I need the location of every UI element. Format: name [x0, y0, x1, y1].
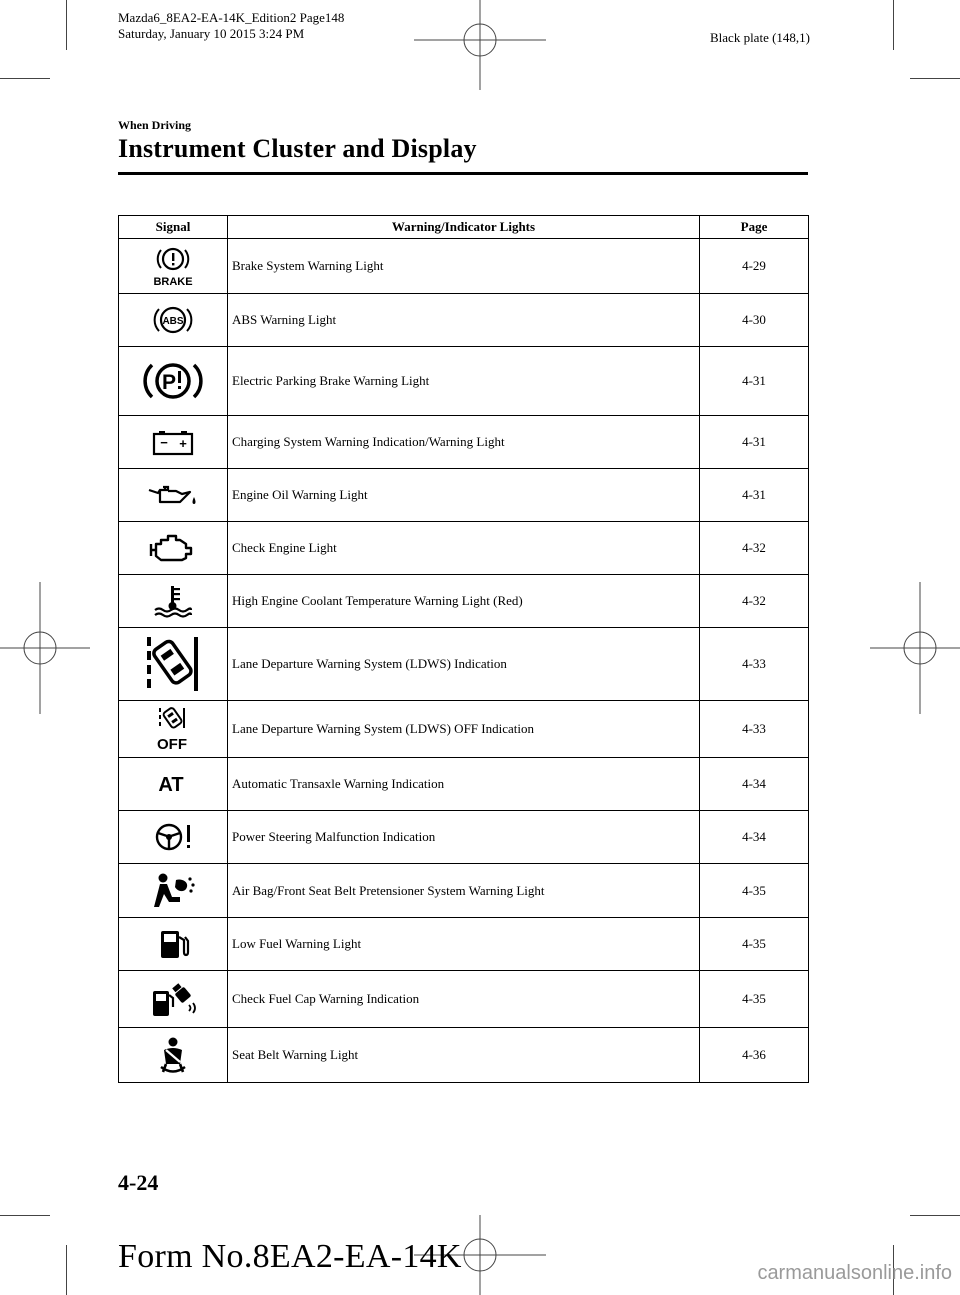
- signal-cell: [119, 469, 228, 522]
- svg-text:−: −: [160, 435, 168, 450]
- signal-cell: [119, 918, 228, 971]
- crop-mark: [910, 78, 960, 79]
- light-name: Check Fuel Cap Warning Indication: [228, 971, 700, 1028]
- page-ref: 4-35: [700, 864, 809, 918]
- abs-warning-icon: [151, 303, 195, 337]
- registration-mark-right: [870, 582, 960, 714]
- page-ref: 4-35: [700, 918, 809, 971]
- fuel-pump-icon: [153, 927, 193, 961]
- signal-cell: [119, 239, 228, 294]
- print-date: Saturday, January 10 2015 3:24 PM: [118, 26, 305, 41]
- fuel-cap-icon: [147, 979, 199, 1019]
- form-number: Form No.8EA2-EA-14K: [118, 1238, 462, 1275]
- crop-mark: [910, 1215, 960, 1216]
- light-name: Low Fuel Warning Light: [228, 918, 700, 971]
- crop-mark: [66, 1245, 67, 1295]
- file-name: Mazda6_8EA2-EA-14K_Edition2 Page148: [118, 10, 345, 25]
- signal-cell: [119, 347, 228, 416]
- light-name: Brake System Warning Light: [228, 239, 700, 294]
- lane-departure-icon: [143, 633, 203, 695]
- section-label: When Driving: [118, 118, 192, 132]
- light-name: Lane Departure Warning System (LDWS) Indication: [228, 628, 700, 701]
- light-name: Charging System Warning Indication/Warning Light: [228, 416, 700, 469]
- page-ref: 4-30: [700, 294, 809, 347]
- crop-mark: [66, 0, 67, 50]
- page-ref: 4-31: [700, 469, 809, 522]
- signal-cell: [119, 522, 228, 575]
- svg-text:P: P: [161, 371, 177, 394]
- title-rule: [118, 172, 808, 175]
- signal-cell: [119, 811, 228, 864]
- oil-can-icon: [146, 482, 200, 508]
- page-ref: 4-33: [700, 628, 809, 701]
- table-row: [119, 701, 809, 758]
- light-name: Automatic Transaxle Warning Indication: [228, 758, 700, 811]
- page-ref: 4-29: [700, 239, 809, 294]
- column-header-signal: Signal: [119, 216, 228, 239]
- table-row: [119, 575, 809, 628]
- at-icon: [151, 770, 195, 798]
- crop-mark: [0, 78, 50, 79]
- seat-belt-icon: [153, 1036, 193, 1074]
- page-ref: 4-32: [700, 522, 809, 575]
- light-name: High Engine Coolant Temperature Warning Light (Red): [228, 575, 700, 628]
- signal-cell: [119, 971, 228, 1028]
- signal-cell: [119, 416, 228, 469]
- svg-text:OFF: OFF: [157, 736, 187, 752]
- light-name: Power Steering Malfunction Indication: [228, 811, 700, 864]
- check-engine-icon: [148, 532, 198, 564]
- table-header-row: [119, 216, 809, 239]
- print-header: [118, 10, 344, 42]
- crop-mark: [893, 0, 894, 50]
- table-row: [119, 918, 809, 971]
- airbag-icon: [150, 871, 196, 911]
- table-row: [119, 522, 809, 575]
- table-row: [119, 628, 809, 701]
- watermark: carmanualsonline.info: [757, 1262, 952, 1284]
- light-name: Engine Oil Warning Light: [228, 469, 700, 522]
- light-name: ABS Warning Light: [228, 294, 700, 347]
- battery-icon: [151, 427, 195, 457]
- table-row: [119, 971, 809, 1028]
- light-name: Air Bag/Front Seat Belt Pretensioner System Warning Light: [228, 864, 700, 918]
- table-row: [119, 811, 809, 864]
- registration-mark-top: [414, 0, 546, 90]
- coolant-temperature-icon: [151, 584, 195, 618]
- light-name: Electric Parking Brake Warning Light: [228, 347, 700, 416]
- light-name: Lane Departure Warning System (LDWS) OFF Indication: [228, 701, 700, 758]
- page-number: 4-24: [118, 1170, 159, 1195]
- registration-mark-left: [0, 582, 90, 714]
- page-title: Instrument Cluster and Display: [118, 134, 477, 163]
- table-row: [119, 239, 809, 294]
- table-row: [119, 1028, 809, 1083]
- table-row: [119, 294, 809, 347]
- table-row: [119, 469, 809, 522]
- signal-cell: [119, 628, 228, 701]
- warning-lights-table: [118, 215, 809, 1083]
- parking-brake-icon: [140, 356, 206, 406]
- table-row: [119, 864, 809, 918]
- svg-text:+: +: [179, 436, 187, 451]
- signal-cell: [119, 294, 228, 347]
- page-ref: 4-32: [700, 575, 809, 628]
- svg-text:BRAKE: BRAKE: [153, 276, 193, 287]
- signal-cell: [119, 758, 228, 811]
- steering-wheel-icon: [151, 821, 195, 853]
- table-row: [119, 347, 809, 416]
- signal-cell: [119, 864, 228, 918]
- lane-departure-off-icon: [151, 706, 195, 752]
- svg-text:AT: AT: [158, 774, 184, 796]
- brake-warning-icon: [151, 245, 195, 287]
- crop-mark: [0, 1215, 50, 1216]
- page-ref: 4-33: [700, 701, 809, 758]
- page-ref: 4-34: [700, 811, 809, 864]
- table-row: [119, 416, 809, 469]
- page-ref: 4-35: [700, 971, 809, 1028]
- light-name: Seat Belt Warning Light: [228, 1028, 700, 1083]
- signal-cell: [119, 701, 228, 758]
- page-ref: 4-34: [700, 758, 809, 811]
- signal-cell: [119, 1028, 228, 1083]
- table-row: [119, 758, 809, 811]
- page-ref: 4-31: [700, 416, 809, 469]
- column-header-lights: Warning/Indicator Lights: [228, 216, 700, 239]
- column-header-page: Page: [700, 216, 809, 239]
- plate-label: Black plate (148,1): [710, 30, 810, 45]
- page-ref: 4-36: [700, 1028, 809, 1083]
- svg-text:ABS: ABS: [162, 316, 184, 327]
- light-name: Check Engine Light: [228, 522, 700, 575]
- signal-cell: [119, 575, 228, 628]
- page-ref: 4-31: [700, 347, 809, 416]
